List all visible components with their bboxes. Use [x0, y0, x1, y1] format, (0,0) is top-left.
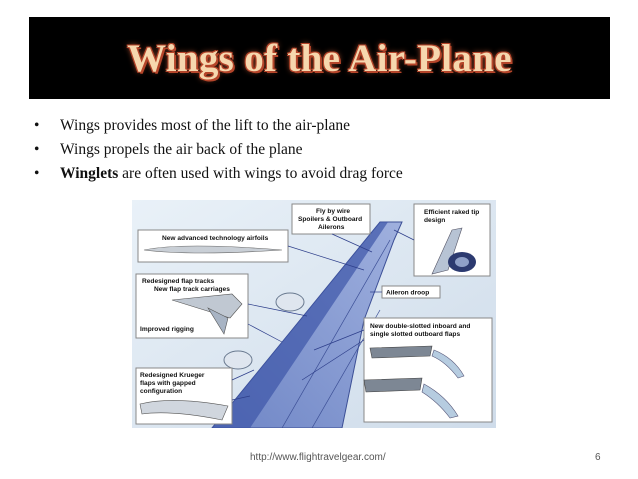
footer-url: http://www.flightravelgear.com/ — [250, 452, 386, 463]
slide-title: Wings of the Air-Plane — [127, 36, 512, 80]
bullet-text: Wings propels the air back of the plane — [60, 141, 303, 158]
bullet-item — [34, 114, 614, 138]
engine-inboard — [224, 351, 252, 369]
engine-outboard — [276, 293, 304, 311]
page-number: 6 — [595, 452, 601, 463]
bullet-mark: • — [34, 141, 40, 158]
label-configuration: configuration — [140, 388, 183, 395]
bullet-mark: • — [34, 117, 40, 134]
label-double-slotted: New double-slotted inboard and — [370, 323, 471, 330]
bullet-mark: • — [34, 165, 40, 182]
label-ailerons: Ailerons — [318, 224, 345, 231]
label-single-slotted: single slotted outboard flaps — [370, 331, 461, 338]
label-rigging: Improved rigging — [140, 326, 194, 333]
bullet-item — [34, 138, 614, 162]
bullet-text: are often used with wings to avoid drag force — [118, 165, 403, 182]
bullet-text-wrap — [60, 162, 403, 186]
label-airfoils: New advanced technology airfoils — [162, 235, 269, 242]
label-flap-tracks: Redesigned flap tracks — [142, 278, 215, 285]
bullet-text: Wings provides most of the lift to the air-plane — [60, 117, 351, 134]
label-flap-carriages: New flap track carriages — [154, 286, 230, 293]
label-design: design — [424, 217, 446, 224]
label-aileron-droop: Aileron droop — [386, 289, 430, 297]
bullet-item — [34, 162, 614, 186]
wing-diagram — [132, 200, 496, 428]
label-fly-by-wire: Fly by wire — [316, 208, 351, 215]
bullet-list — [34, 114, 614, 186]
label-krueger: Redesigned Krueger — [140, 372, 205, 379]
title-banner — [29, 17, 610, 99]
label-raked-tip: Efficient raked tip — [424, 209, 480, 216]
label-spoilers: Spoilers & Outboard — [298, 216, 363, 223]
bullet-bold-term: Winglets — [60, 165, 119, 182]
label-gapped: flaps with gapped — [140, 380, 196, 387]
